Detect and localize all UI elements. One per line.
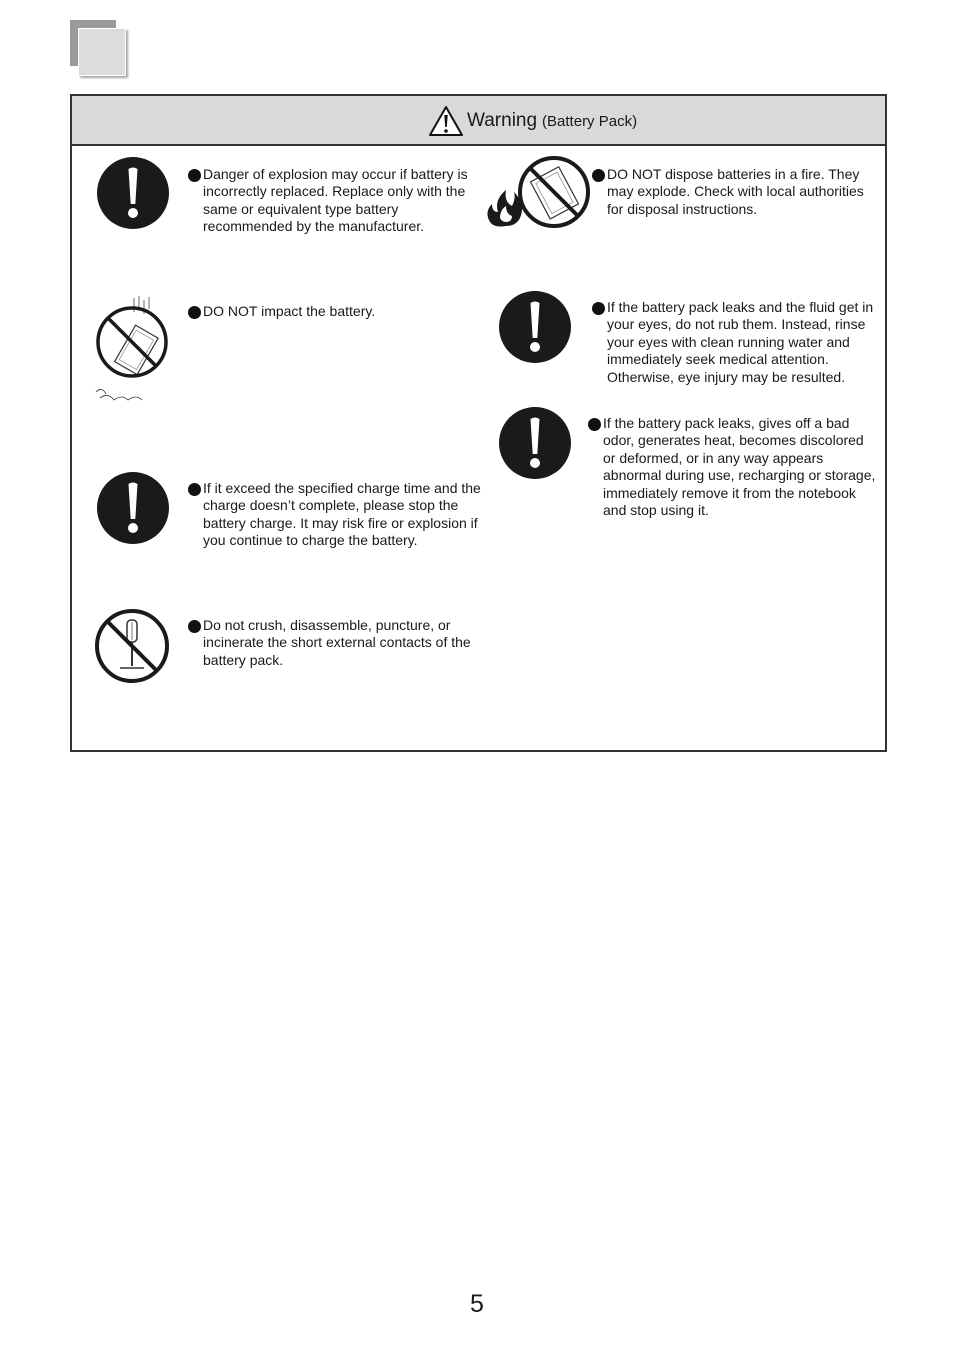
- no-disassemble-icon: [94, 608, 170, 684]
- bullet-icon: [188, 169, 201, 182]
- warning-item: If the battery pack leaks and the fluid get in your eyes, do not rub them. Instead, rinse your eyes with clean running water and immediately seek medical attention. Otherwise, eye injury may be resulted.: [592, 299, 882, 386]
- warning-triangle-icon: [428, 105, 464, 137]
- bullet-icon: [592, 302, 605, 315]
- bullet-icon: [188, 306, 201, 319]
- no-fire-icon: [482, 154, 592, 232]
- warning-panel: [70, 94, 887, 752]
- bullet-icon: [188, 620, 201, 633]
- warning-item: Danger of explosion may occur if battery is incorrectly replaced. Replace only with the same or equivalent type battery recommended by the manufacturer.: [188, 166, 483, 236]
- warning-item: If it exceed the specified charge time and the charge doesn’t complete, please stop the battery charge. It may risk fire or explosion if you continue to charge the battery.: [188, 480, 483, 550]
- page-number: 5: [470, 1290, 484, 1318]
- exclamation-icon: [498, 406, 572, 480]
- exclamation-icon: [498, 290, 572, 364]
- header-title: Warning: [467, 110, 538, 131]
- bullet-icon: [588, 418, 601, 431]
- header-subtitle: (Battery Pack): [542, 112, 638, 130]
- bullet-icon: [188, 483, 201, 496]
- exclamation-icon: [96, 156, 170, 230]
- warning-item: DO NOT dispose batteries in a fire. They may explode. Check with local authorities for disposal instructions.: [592, 166, 877, 218]
- warning-item: DO NOT impact the battery.: [188, 303, 483, 320]
- bullet-icon: [592, 169, 605, 182]
- no-impact-icon: [92, 294, 172, 408]
- warning-item: Do not crush, disassemble, puncture, or incinerate the short external contacts of the battery pack.: [188, 617, 483, 669]
- warning-item: If the battery pack leaks, gives off a bad odor, generates heat, becomes discolored or deformed, or in any way appears abnormal during use, recharging or storage, immediately remove it from the notebook and stop using it.: [588, 415, 878, 519]
- corner-decoration: [70, 20, 130, 80]
- exclamation-icon: [96, 471, 170, 545]
- panel-header: [72, 96, 885, 146]
